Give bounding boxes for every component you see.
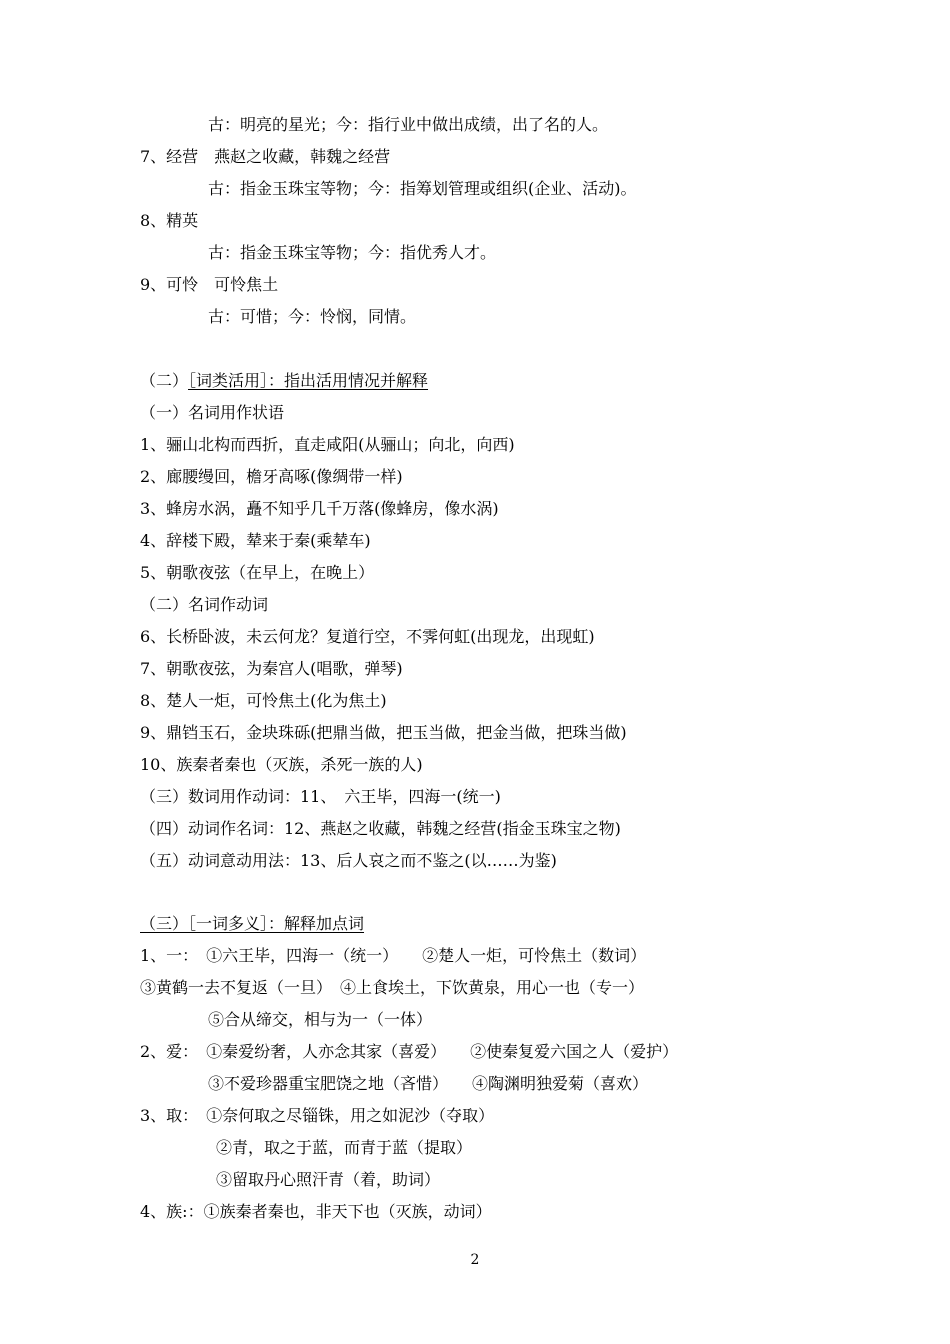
text-line: 古：指金玉珠宝等物；今：指筹划管理或组织(企业、活动)。 xyxy=(208,179,637,198)
text-line: 3、取： ①奈何取之尽锱铢，用之如泥沙（夺取） xyxy=(140,1106,495,1125)
text-line: （三）数词用作动词：11、 六王毕，四海一(统一) xyxy=(140,787,501,806)
text-line: 10、族秦者秦也（灭族，杀死一族的人) xyxy=(140,755,423,774)
text-line: 9、鼎铛玉石，金块珠砾(把鼎当做，把玉当做，把金当做，把珠当做) xyxy=(140,723,627,742)
text-line: ⑤合从缔交，相与为一（一体） xyxy=(208,1010,433,1029)
text-line: 3、蜂房水涡，矗不知乎几千万落(像蜂房，像水涡) xyxy=(140,499,499,518)
text-line: 古：可惜；今：怜悯，同情。 xyxy=(208,307,417,326)
text-line: （五）动词意动用法：13、后人哀之而不鉴之(以……为鉴) xyxy=(140,851,557,870)
section-heading: （三）［一词多义］：解释加点词 xyxy=(140,914,365,933)
page-number: 2 xyxy=(470,1252,480,1268)
text-line: 1、一： ①六王毕，四海一（统一） ②楚人一炬，可怜焦土（数词） xyxy=(140,946,647,965)
text-line: 2、爱： ①秦爱纷奢，人亦念其家（喜爱） ②使秦复爱六国之人（爱护） xyxy=(140,1042,679,1061)
text-line: 2、廊腰缦回，檐牙高啄(像绸带一样) xyxy=(140,467,403,486)
section-heading xyxy=(140,371,428,391)
section-number: （二） xyxy=(140,371,189,390)
text-line: 古：明亮的星光；今：指行业中做出成绩，出了名的人。 xyxy=(208,115,609,134)
text-line: 9、可怜 可怜焦土 xyxy=(140,275,279,294)
text-line: 5、朝歌夜弦（在早上，在晚上） xyxy=(140,563,375,582)
text-line: 4、族:：①族秦者秦也，非天下也（灭族，动词） xyxy=(140,1202,492,1221)
text-line: 8、楚人一炬，可怜焦土(化为焦土) xyxy=(140,691,387,710)
text-line: 7、经营 燕赵之收藏，韩魏之经营 xyxy=(140,147,391,166)
text-line: 1、骊山北构而西折，直走咸阳(从骊山；向北，向西) xyxy=(140,435,515,454)
text-line: 8、精英 xyxy=(140,211,199,230)
section-title: ［词类活用］：指出活用情况并解释 xyxy=(188,371,429,390)
text-line: ③留取丹心照汗青（着，助词） xyxy=(216,1170,441,1189)
text-line: （二）名词作动词 xyxy=(140,595,269,614)
text-line: 4、辞楼下殿，辇来于秦(乘辇车) xyxy=(140,531,371,550)
text-line: （一）名词用作状语 xyxy=(140,403,285,422)
text-line: ③不爱珍器重宝肥饶之地（吝惜） ④陶渊明独爱菊（喜欢） xyxy=(208,1074,649,1093)
text-line: （四）动词作名词：12、燕赵之收藏，韩魏之经营(指金玉珠宝之物) xyxy=(140,819,621,838)
text-line: 古：指金玉珠宝等物；今：指优秀人才。 xyxy=(208,243,497,262)
text-line: 7、朝歌夜弦，为秦宫人(唱歌，弹琴) xyxy=(140,659,403,678)
text-line: ②青，取之于蓝，而青于蓝（提取） xyxy=(216,1138,473,1157)
text-line: ③黄鹤一去不复返（一旦） ④上食埃土，下饮黄泉，用心一也（专一） xyxy=(140,978,645,997)
text-line: 6、长桥卧波，未云何龙？复道行空，不霁何虹(出现龙，出现虹) xyxy=(140,627,595,646)
